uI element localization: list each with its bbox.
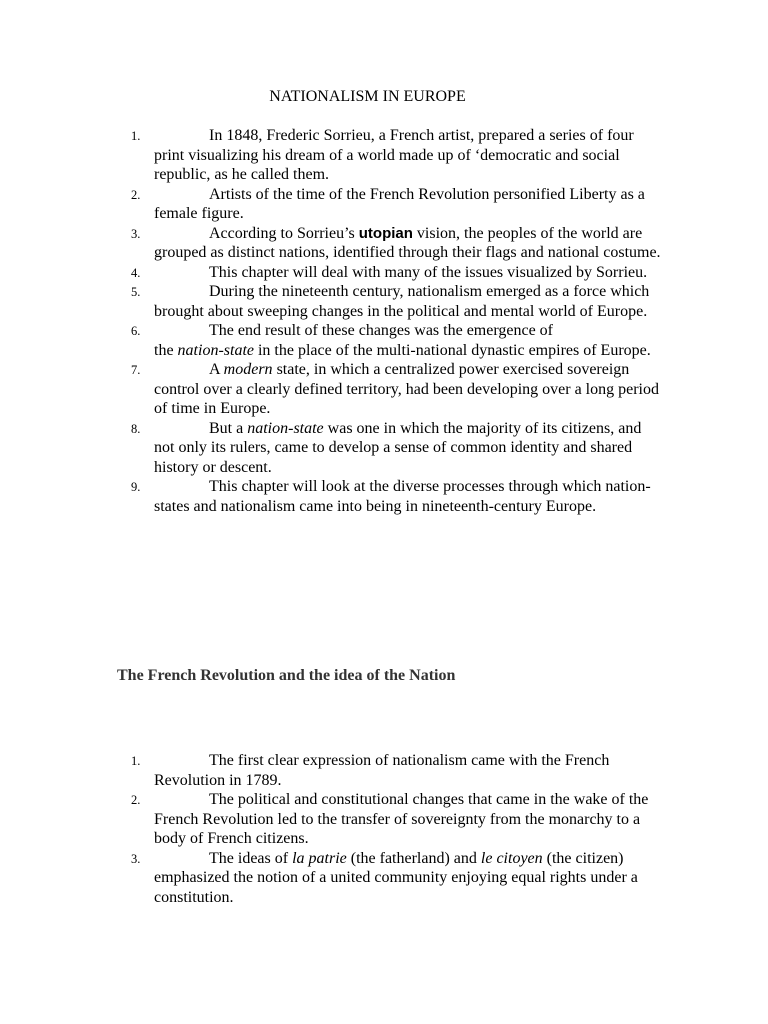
- list-item-text: The political and constitutional changes that came in the wake of the French Revolution led to the transfer of sovereignty from the monarchy to a body of French citizens.: [154, 791, 649, 847]
- list-item-number: 4.: [131, 265, 141, 280]
- list-item-number: 1.: [131, 754, 141, 768]
- numbered-list-french-revolution: [0, 751, 768, 907]
- list-item-number: 9.: [131, 480, 141, 494]
- list-item-number: 6.: [131, 324, 141, 338]
- list-item-number: 7.: [131, 363, 141, 377]
- list-item-text: In 1848, Frederic Sorrieu, a French artist, prepared a series of four print visualizing his dream of a world made up of ‘democratic and social republic, as he called them.: [154, 127, 634, 183]
- list-item: [0, 790, 768, 849]
- list-item: [0, 751, 768, 790]
- list-item-text: According to Sorrieu’s utopian vision, the peoples of the world are grouped as distinct nations, identified through their flags and national costume.: [154, 224, 661, 261]
- list-item-text: This chapter will look at the diverse processes through which nation-states and nationalism came into being in nineteenth-century Europe.: [154, 478, 651, 515]
- list-item: [0, 224, 768, 263]
- list-item: [0, 185, 768, 224]
- list-item-text: Artists of the time of the French Revolution personified Liberty as a female figure.: [154, 185, 645, 222]
- section-heading: The French Revolution and the idea of the Nation: [117, 667, 456, 684]
- list-item-text: This chapter will deal with many of the issues visualized by Sorrieu.: [209, 263, 648, 281]
- list-item-text: The end result of these changes was the emergence of the nation-state in the place of the multi-national dynastic empires of Europe.: [154, 322, 651, 359]
- list-item-text: During the nineteenth century, nationalism emerged as a force which brought about sweeping changes in the political and mental world of Europe.: [154, 283, 650, 320]
- list-item: [0, 263, 768, 283]
- list-item-text: The first clear expression of nationalism came with the French Revolution in 1789.: [154, 752, 610, 789]
- document-title: NATIONALISM IN EUROPE: [269, 88, 466, 105]
- list-item: [0, 419, 768, 478]
- list-item-number: 3.: [131, 226, 141, 241]
- list-item-number: 2.: [131, 187, 141, 202]
- list-item-text: But a nation-state was one in which the majority of its citizens, and not only its rulers, came to develop a sense of common identity and shared history or descent.: [154, 419, 642, 476]
- list-item: [0, 321, 768, 360]
- list-item: [0, 477, 768, 516]
- list-item-text: A modern state, in which a centralized power exercised sovereign control over a clearly defined territory, had been developing over a long period of time in Europe.: [154, 361, 659, 417]
- list-item: [0, 360, 768, 419]
- list-item: [0, 126, 768, 185]
- list-item-number: 2.: [131, 793, 141, 807]
- list-item-number: 8.: [131, 421, 141, 436]
- list-item: [0, 282, 768, 321]
- list-item-number: 1.: [131, 129, 141, 143]
- list-item-text: The ideas of la patrie (the fatherland) and le citoyen (the citizen) emphasized the notion of a united community enjoying equal rights under a constitution.: [154, 849, 638, 906]
- list-item-number: 5.: [131, 285, 141, 299]
- list-item: [0, 849, 768, 908]
- list-item-number: 3.: [131, 851, 141, 866]
- numbered-list-intro: [0, 126, 768, 516]
